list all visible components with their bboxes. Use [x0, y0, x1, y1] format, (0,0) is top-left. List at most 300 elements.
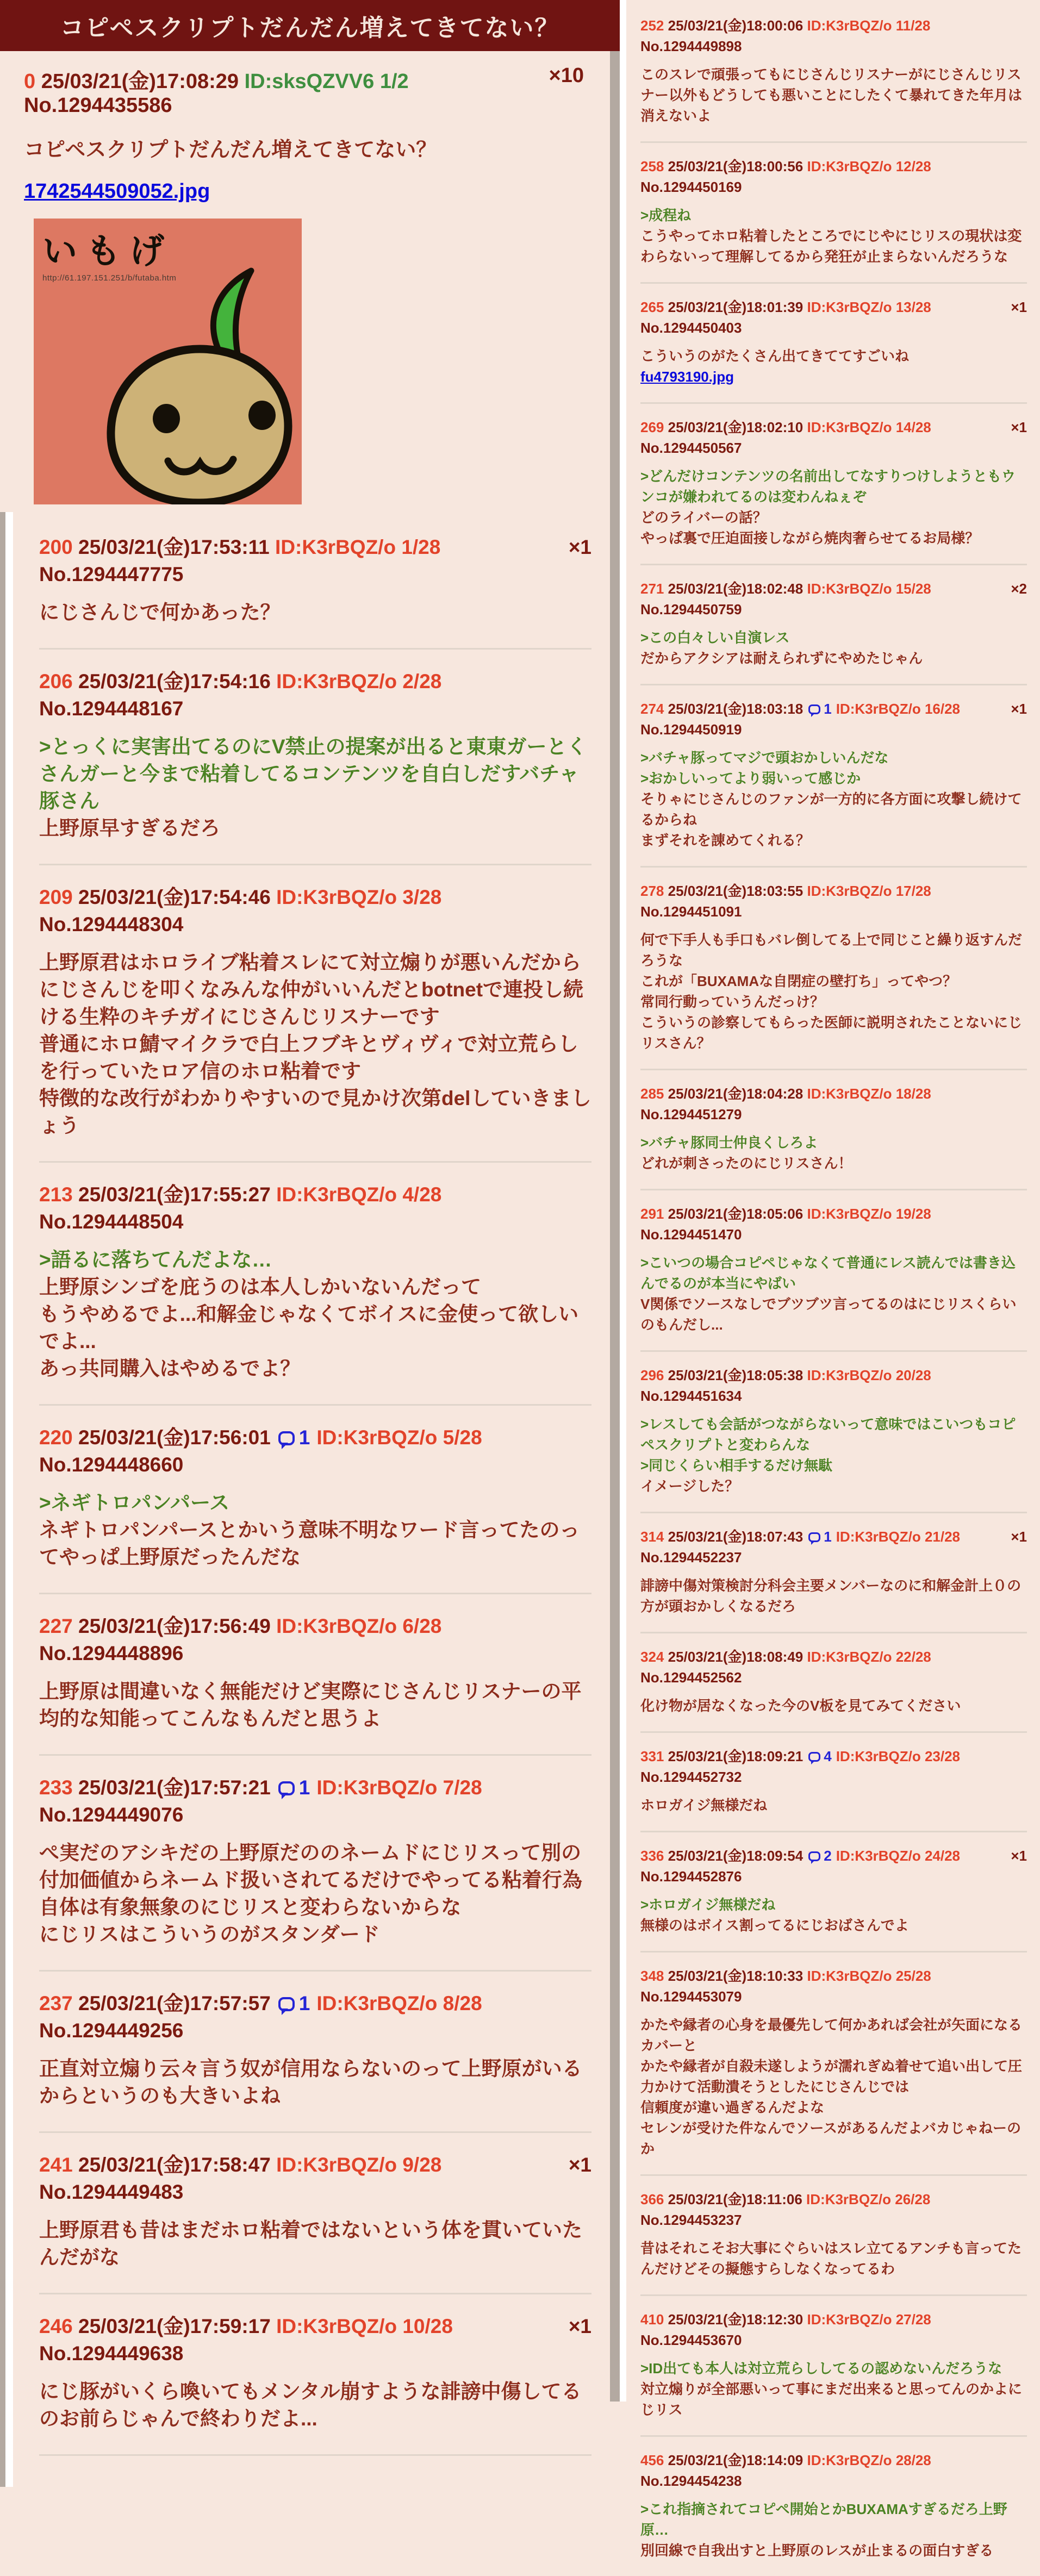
- speech-bubble-icon[interactable]: [278, 1781, 295, 1795]
- post-no[interactable]: No.1294448660: [39, 1454, 184, 1476]
- post-body: [39, 2378, 591, 2432]
- post-body-line: 別回線で自我出すと上野原のレスが止まるの面白すぎる: [640, 2542, 994, 2559]
- post-body-line: イメージした？: [640, 1478, 739, 1494]
- post-body-line: あっ共同購入はやめるでよ？: [39, 1357, 301, 1380]
- post-header: [640, 1746, 1027, 1787]
- post-body-line: どのライバーの話？: [640, 509, 767, 526]
- thread-replies-left: [0, 512, 610, 2487]
- speech-bubble-icon[interactable]: [278, 1431, 295, 1445]
- end-divider: [39, 2454, 591, 2487]
- post-no[interactable]: No.1294450567: [640, 440, 742, 456]
- quote-line: >レスしても会話がつながらないって意味ではこいつもコピペスクリプトと変わらんな: [640, 1416, 1016, 1453]
- post-id[interactable]: ID:K3rBQZ/o: [836, 1748, 921, 1764]
- post-header: [640, 1203, 1027, 1245]
- post-id[interactable]: ID:K3rBQZ/o: [316, 1426, 438, 1449]
- post-page-count: 10/28: [402, 2315, 453, 2337]
- post-number[interactable]: 200: [39, 536, 73, 558]
- post-no[interactable]: No.1294452732: [640, 1769, 742, 1785]
- post: [640, 2, 1027, 141]
- post-id[interactable]: ID:K3rBQZ/o: [807, 2311, 892, 2328]
- post-id[interactable]: ID:K3rBQZ/o: [836, 1529, 921, 1545]
- post-number[interactable]: 336: [640, 1848, 664, 1864]
- post-header: [640, 2450, 1027, 2491]
- post-date: 25/03/21(金)18:00:06: [668, 17, 804, 34]
- post-header: [640, 1646, 1027, 1688]
- post-number[interactable]: 227: [39, 1615, 73, 1637]
- post-header: [39, 2313, 591, 2367]
- post-no[interactable]: No.1294452876: [640, 1868, 742, 1885]
- post-date: 25/03/21(金)18:10:33: [668, 1968, 804, 1984]
- post-no[interactable]: No.1294450403: [640, 320, 742, 336]
- post-page-count: 12/28: [895, 158, 931, 174]
- post: [640, 1831, 1027, 1951]
- post-number[interactable]: 237: [39, 1992, 73, 2014]
- post-body-line: 上野原君はホロライブ粘着スレにて対立煽りが悪いんだから: [39, 951, 581, 974]
- post-body-line: 普通にホロ鯖マイクラで白上フブキとヴィヴィで対立荒らしを行っていたロア信のホロ粘着です: [39, 1033, 578, 1082]
- post-body: [640, 64, 1027, 126]
- post-body-line: 上野原シンゴを庇うのは本人しかいないんだって: [39, 1276, 482, 1298]
- post-id[interactable]: ID:K3rBQZ/o: [316, 1992, 438, 2014]
- op-post: [0, 51, 610, 512]
- post-body: [640, 466, 1027, 548]
- post-body-line: セレンが受けた件なんでソースがあるんだよバカじゃねーのか: [640, 2120, 1022, 2157]
- post-number[interactable]: 285: [640, 1086, 664, 1102]
- post-header: [640, 2309, 1027, 2350]
- post-id[interactable]: ID:K3rBQZ/o: [276, 1615, 397, 1637]
- post-page-count: 22/28: [895, 1649, 931, 1665]
- post-header: [39, 2151, 591, 2206]
- dup-count-badge: ×1: [568, 2154, 591, 2176]
- post-no[interactable]: No.1294453670: [640, 2332, 742, 2348]
- post-no[interactable]: No.1294453237: [640, 2212, 742, 2228]
- post-header: [39, 1774, 591, 1829]
- post-id[interactable]: ID:K3rBQZ/o: [807, 419, 892, 435]
- post-number[interactable]: 314: [640, 1529, 664, 1545]
- speech-bubble-icon[interactable]: [278, 1997, 295, 2011]
- post-no[interactable]: No.1294450169: [640, 179, 742, 195]
- post: [39, 864, 591, 1161]
- post-date: 25/03/21(金)17:55:27: [78, 1183, 271, 1206]
- post-body: [640, 1575, 1027, 1617]
- post-number[interactable]: 233: [39, 1776, 73, 1799]
- post-body: [640, 2014, 1027, 2159]
- post-no[interactable]: No.1294448896: [39, 1642, 184, 1664]
- post-number[interactable]: 366: [640, 2191, 664, 2207]
- post-page-count: 19/28: [895, 1206, 931, 1222]
- post-id[interactable]: ID:K3rBQZ/o: [836, 701, 921, 717]
- op-header: [24, 64, 588, 117]
- post-date: 25/03/21(金)18:12:30: [668, 2311, 804, 2328]
- quote-line: >ネギトロパンパース: [39, 1492, 230, 1514]
- post-number[interactable]: 456: [640, 2452, 664, 2468]
- post-body-line: ぺ実だのアシキだの上野原だののネームドにじリスって別の付加価値からネームド扱いされてるだけでやってる粘着行為自体は有象無象のにじリスと変わらないからな: [39, 1842, 582, 1918]
- post-body-line: こういうのがたくさん出てきててすごいね: [640, 348, 910, 364]
- post-header: [640, 1083, 1027, 1125]
- post: [640, 1350, 1027, 1512]
- post-page-count: 5/28: [443, 1426, 482, 1449]
- post-page-count: 7/28: [443, 1776, 482, 1799]
- post: [39, 1593, 591, 1754]
- post: [640, 1632, 1027, 1731]
- post-body-line: にじさんじで何かあった？: [39, 601, 281, 623]
- post-date: 25/03/21(金)18:11:06: [668, 2191, 802, 2207]
- post: [640, 141, 1027, 282]
- quote-line: >同じくらい相手するだけ無駄: [640, 1457, 833, 1474]
- post-body: [640, 930, 1027, 1053]
- post-date: 25/03/21(金)18:08:49: [668, 1649, 804, 1665]
- reply-count[interactable]: 1: [824, 1529, 832, 1545]
- post: [39, 515, 591, 648]
- post-header: [640, 15, 1027, 57]
- post-body-line: [640, 366, 1027, 387]
- post-page-count: 9/28: [402, 2154, 442, 2176]
- post-date: 25/03/21(金)18:07:43: [668, 1529, 804, 1545]
- post-id[interactable]: ID:K3rBQZ/o: [276, 886, 397, 908]
- speech-bubble-icon[interactable]: [808, 1851, 820, 1861]
- post-body-line: 上野原は間違いなく無能だけど実際にじさんじリスナーの平均的な知能ってこんなもんだと思うよ: [39, 1680, 582, 1730]
- post-id[interactable]: ID:K3rBQZ/o: [807, 581, 892, 597]
- post-id[interactable]: ID:K3rBQZ/o: [807, 1206, 892, 1222]
- post-page-count: 4/28: [402, 1183, 442, 1206]
- reply-count[interactable]: 1: [824, 701, 832, 717]
- potato-right-eye: [248, 401, 276, 430]
- post-number[interactable]: 213: [39, 1183, 73, 1206]
- post-body-line: だからアクシアは耐えられずにやめたじゃん: [640, 650, 923, 666]
- post-no[interactable]: No.1294452237: [640, 1549, 742, 1565]
- post-number[interactable]: 206: [39, 670, 73, 693]
- post-body-line: 上野原君も昔はまだホロ粘着ではないという体を貫いていたんだがな: [39, 2219, 582, 2268]
- post-id[interactable]: ID:K3rBQZ/o: [836, 1848, 921, 1864]
- post-no[interactable]: No.1294449076: [39, 1804, 184, 1826]
- post: [640, 1512, 1027, 1632]
- op-body-text: コピペスクリプトだんだん増えてきてない？: [24, 139, 437, 161]
- post-no[interactable]: No.1294451470: [640, 1226, 742, 1243]
- post-body-line: 常同行動っていうんだっけ？: [640, 994, 825, 1010]
- post-no[interactable]: No.1294449256: [39, 2019, 184, 2042]
- post: [640, 1731, 1027, 1831]
- post-page-count: 1/2: [379, 70, 409, 93]
- column-divider: [610, 0, 620, 2402]
- post-number[interactable]: 220: [39, 1426, 73, 1449]
- post-body-line: こういうの診察してもらった医師に説明されたことないにじリスさん？: [640, 1014, 1023, 1051]
- post-body: [39, 1489, 591, 1571]
- post-date: 25/03/21(金)17:56:01: [78, 1426, 271, 1449]
- post-no[interactable]: No.1294453079: [640, 1988, 742, 2005]
- quote-line: >おかしいってより弱いって感じか: [640, 770, 861, 787]
- post-id[interactable]: ID:K3rBQZ/o: [276, 2315, 397, 2337]
- post-id[interactable]: ID:K3rBQZ/o: [276, 670, 397, 693]
- post-body: [640, 1695, 1027, 1716]
- post-body-line: 特徴的な改行がわかりやすいので見かけ次第delしていきましょう: [39, 1087, 591, 1137]
- post-body-line: どれが刺さったのにじリスさん！: [640, 1155, 852, 1171]
- post-id[interactable]: ID:K3rBQZ/o: [807, 1649, 892, 1665]
- post: [39, 1161, 591, 1404]
- post-header: [640, 578, 1027, 620]
- post-body-line: 無様のはボイス割ってるにじおばさんでよ: [640, 1917, 909, 1933]
- post-number[interactable]: 278: [640, 883, 664, 899]
- post-body: [640, 346, 1027, 387]
- post-header: [640, 156, 1027, 197]
- post-body: [39, 1839, 591, 1948]
- post-no[interactable]: No.1294447775: [39, 563, 184, 585]
- post-body-line: V関係でソースなしでブツブツ言ってるのはにじリスくらいのもんだし...: [640, 1296, 1017, 1333]
- post-page-count: 27/28: [895, 2311, 931, 2328]
- post-id[interactable]: ID:K3rBQZ/o: [807, 1367, 892, 1383]
- post-number[interactable]: 241: [39, 2154, 73, 2176]
- post-body-line: まずそれを諌めてくれる？: [640, 832, 811, 849]
- post-number[interactable]: 348: [640, 1968, 664, 1984]
- post-body-line: こうやってホロ粘着したところでにじやにじリスの現状は変わらないって理解してるから発狂が止まらないんだろうな: [640, 228, 1022, 265]
- file-link[interactable]: fu4793190.jpg: [640, 369, 734, 385]
- post-no[interactable]: No.1294454238: [640, 2473, 742, 2489]
- post: [39, 1970, 591, 2131]
- post-body: [640, 747, 1027, 851]
- dup-count-badge: ×10: [549, 64, 584, 87]
- speech-bubble-icon[interactable]: [808, 704, 820, 714]
- post-page-count: 26/28: [895, 2191, 931, 2207]
- post-date: 25/03/21(金)18:03:55: [668, 883, 804, 899]
- post: [640, 2294, 1027, 2435]
- post-no[interactable]: No.1294435586: [24, 94, 172, 117]
- post-id[interactable]: ID:K3rBQZ/o: [807, 2452, 892, 2468]
- post-body: [640, 1894, 1027, 1936]
- post: [39, 1404, 591, 1593]
- post-date: 25/03/21(金)18:09:21: [668, 1748, 804, 1764]
- post-body: [39, 599, 591, 626]
- post-date: 25/03/21(金)17:54:46: [78, 886, 271, 908]
- post-date: 25/03/21(金)18:09:54: [668, 1848, 804, 1864]
- post-body: [39, 733, 591, 842]
- post-page-count: 25/28: [895, 1968, 931, 1984]
- post-id[interactable]: ID:K3rBQZ/o: [807, 1968, 892, 1984]
- post-body-line: 対立煽りが全部悪いって事にまだ出来ると思ってんのかよにじリス: [640, 2381, 1023, 2418]
- post-number[interactable]: 265: [640, 299, 664, 315]
- post-id[interactable]: ID:K3rBQZ/o: [807, 299, 892, 315]
- post-page-count: 8/28: [443, 1992, 482, 2014]
- reply-count[interactable]: 2: [824, 1848, 832, 1864]
- post-no[interactable]: No.1294450759: [640, 601, 742, 618]
- speech-bubble-icon[interactable]: [808, 1532, 820, 1542]
- post-page-count: 6/28: [402, 1615, 442, 1637]
- post-number[interactable]: 209: [39, 886, 73, 908]
- dup-count-badge: ×1: [1011, 299, 1027, 315]
- post-number[interactable]: 296: [640, 1367, 664, 1383]
- post-body: [39, 1246, 591, 1382]
- quote-line: >どんだけコンテンツの名前出してなすりつけしようともウンコが嫌われてるのは変わんねぇぞ: [640, 468, 1016, 505]
- imgboard-logo-text: いもげ: [42, 232, 173, 271]
- post-no[interactable]: No.1294449898: [640, 38, 742, 54]
- post-number[interactable]: 269: [640, 419, 664, 435]
- post-body: [640, 2499, 1027, 2561]
- post-body-line: これが「BUXAMAな自閉症の壁打ち」ってやつ？: [640, 973, 957, 989]
- post-header: [640, 1966, 1027, 2007]
- post-id[interactable]: ID:K3rBQZ/o: [275, 536, 396, 558]
- post-no[interactable]: No.1294448167: [39, 697, 184, 720]
- dup-count-badge: ×1: [1011, 419, 1027, 435]
- post: [39, 648, 591, 864]
- post-body-line: 昔はそれこそお大事にぐらいはスレ立てるアンチも言ってたんだけどその擬態すらしなくなってるわ: [640, 2240, 1022, 2277]
- post-header: [39, 1613, 591, 1667]
- post-body: [640, 205, 1027, 267]
- post-id[interactable]: ID:K3rBQZ/o: [807, 17, 892, 34]
- post-page-count: 15/28: [895, 581, 931, 597]
- post-page-count: 23/28: [924, 1748, 961, 1764]
- post-date: 25/03/21(金)17:54:16: [78, 670, 271, 693]
- quote-line: >ホロガイジ無様だね: [640, 1897, 776, 1913]
- post-number[interactable]: 331: [640, 1748, 664, 1764]
- post-number[interactable]: 324: [640, 1649, 664, 1665]
- op-thumbnail-image[interactable]: [34, 219, 302, 504]
- post-id[interactable]: ID:sksQZVV6: [244, 70, 375, 93]
- post-header: [640, 297, 1027, 338]
- post-date: 25/03/21(金)18:01:39: [668, 299, 804, 315]
- post-no[interactable]: No.1294449638: [39, 2342, 184, 2365]
- post-header: [39, 1181, 591, 1236]
- post-header: [39, 1990, 591, 2044]
- post-body-line: 何で下手人も手口もバレ倒してる上で同じこと繰り返すんだろうな: [640, 932, 1023, 969]
- post-body: [640, 1252, 1027, 1335]
- post: [640, 2435, 1027, 2576]
- post-id[interactable]: ID:K3rBQZ/o: [316, 1776, 438, 1799]
- quote-line: >バチャ豚同士仲良くしろよ: [640, 1134, 818, 1151]
- post-page-count: 20/28: [895, 1367, 931, 1383]
- post-body-line: ネギトロパンパースとかいう意味不明なワード言ってたのってやっぱ上野原だったんだな: [39, 1519, 580, 1568]
- reply-count[interactable]: 1: [298, 1992, 310, 2014]
- post-no[interactable]: No.1294448304: [39, 913, 184, 935]
- post-body-line: 上野原早すぎるだろ: [39, 817, 220, 839]
- post-body-line: 正直対立煽り云々言う奴が信用ならないのって上野原がいるからというのも大きいよね: [39, 2057, 582, 2107]
- post-no[interactable]: No.1294452562: [640, 1669, 742, 1686]
- post-body-line: かたや縁者の心身を最優先して何かあれば会社が矢面になるカバーと: [640, 2017, 1023, 2054]
- post-body: [640, 1414, 1027, 1496]
- speech-bubble-icon[interactable]: [808, 1752, 820, 1762]
- post-no[interactable]: No.1294448504: [39, 1211, 184, 1233]
- post-number[interactable]: 291: [640, 1206, 664, 1222]
- post-header: [640, 2189, 1027, 2230]
- post-date: 25/03/21(金)17:57:21: [78, 1776, 271, 1799]
- post-header: [640, 1526, 1027, 1568]
- post-body-line: にじさんじを叩くなみんな仲がいいんだとbotnetで連投し続ける生粋のキチガイにじさんじリスナーです: [39, 978, 584, 1028]
- thread-title: コピペスクリプトだんだん増えてきてない？: [60, 15, 560, 41]
- post-body: [39, 2055, 591, 2110]
- post-id[interactable]: ID:K3rBQZ/o: [807, 158, 892, 174]
- quote-line: >とっくに実害出てるのにV禁止の提案が出ると東東ガーとくさんガーと今まで粘着してるコンテンツを自白しだすバチャ豚さん: [39, 735, 587, 812]
- post-header: [640, 417, 1027, 458]
- post-header: [39, 668, 591, 722]
- post-body-line: もうやめるでよ...和解金じゃなくてボイスに金使って欲しいでよ...: [39, 1303, 579, 1352]
- post-body: [640, 2358, 1027, 2420]
- post: [640, 866, 1027, 1069]
- post-body-line: 化け物が居なくなった今のV板を見てみてください: [640, 1698, 961, 1714]
- post-date: 25/03/21(金)17:56:49: [78, 1615, 271, 1637]
- dup-count-badge: ×1: [568, 2315, 591, 2337]
- post-date: 25/03/21(金)17:59:17: [78, 2315, 271, 2337]
- post: [640, 684, 1027, 866]
- dup-count-badge: ×1: [568, 536, 591, 558]
- post-id[interactable]: ID:K3rBQZ/o: [807, 1086, 892, 1102]
- post-date: 25/03/21(金)18:02:48: [668, 581, 804, 597]
- quote-line: >ID出ても本人は対立荒らししてるの認めないんだろうな: [640, 2360, 1002, 2377]
- reply-count[interactable]: 4: [824, 1748, 832, 1764]
- post-body-line: にじリスはこういうのがスタンダード: [39, 1923, 380, 1945]
- post-number[interactable]: 0: [24, 70, 36, 93]
- post-date: 25/03/21(金)18:05:06: [668, 1206, 804, 1222]
- post-body: [640, 1795, 1027, 1816]
- post: [640, 2174, 1027, 2294]
- post-body-line: そりゃにじさんじのファンが一方的に各方面に攻撃し続けてるからね: [640, 791, 1022, 828]
- post-header: [39, 1424, 591, 1479]
- thread-title-bar: [0, 0, 620, 51]
- post-date: 25/03/21(金)18:04:28: [668, 1086, 804, 1102]
- post-date: 25/03/21(金)18:14:09: [668, 2452, 804, 2468]
- reply-count[interactable]: 1: [298, 1426, 310, 1449]
- post-body-line: かたや縁者が自殺未遂しようが濡れぎぬ着せて追い出して圧力かけて活動潰そうとしたにじさんじでは: [640, 2058, 1023, 2095]
- post-id[interactable]: ID:K3rBQZ/o: [276, 2154, 397, 2176]
- post-body: [39, 949, 591, 1139]
- post-id[interactable]: ID:K3rBQZ/o: [806, 2191, 892, 2207]
- post: [640, 282, 1027, 402]
- post-id[interactable]: ID:K3rBQZ/o: [276, 1183, 397, 1206]
- reply-count[interactable]: 1: [298, 1776, 310, 1799]
- post-header: [39, 884, 591, 938]
- potato-left-eye: [153, 404, 180, 433]
- post-number[interactable]: 246: [39, 2315, 73, 2337]
- post-body: [640, 627, 1027, 669]
- post-number[interactable]: 274: [640, 701, 664, 717]
- dup-count-badge: ×2: [1011, 581, 1027, 597]
- post-page-count: 13/28: [895, 299, 931, 315]
- post-page-count: 3/28: [402, 886, 442, 908]
- post-no[interactable]: No.1294451279: [640, 1106, 742, 1122]
- op-file-link[interactable]: 1742544509052.jpg: [24, 180, 210, 203]
- post-date: 25/03/21(金)17:58:47: [78, 2154, 271, 2176]
- post-no[interactable]: No.1294451634: [640, 1388, 742, 1404]
- post-body-line: 誹謗中傷対策検討分科会主要メンバーなのに和解金計上０の方が頭おかしくなるだろ: [640, 1577, 1022, 1614]
- post: [39, 1754, 591, 1970]
- post: [640, 402, 1027, 564]
- post-date: 25/03/21(金)17:57:57: [78, 1992, 271, 2014]
- post-date: 25/03/21(金)17:53:11: [78, 536, 270, 558]
- post-header: [640, 1845, 1027, 1887]
- post: [640, 1951, 1027, 2174]
- quote-line: >成程ね: [640, 207, 692, 223]
- post-body-line: やっぱ裏で圧迫面接しながら焼肉奢らせてるお局様？: [640, 530, 980, 546]
- post-body-line: 信頼度が違い過ぎるんだよな: [640, 2099, 825, 2116]
- post-no[interactable]: No.1294451091: [640, 903, 742, 920]
- post-number[interactable]: 258: [640, 158, 664, 174]
- post-body: [640, 2238, 1027, 2279]
- post: [640, 564, 1027, 684]
- post-id[interactable]: ID:K3rBQZ/o: [807, 883, 892, 899]
- post-header: [39, 534, 591, 588]
- post-page-count: 2/28: [402, 670, 442, 693]
- post-date: 25/03/21(金)18:02:10: [668, 419, 804, 435]
- post-number[interactable]: 410: [640, 2311, 664, 2328]
- post: [640, 1189, 1027, 1350]
- post-header: [640, 698, 1027, 740]
- post-page-count: 28/28: [895, 2452, 931, 2468]
- dup-count-badge: ×1: [1011, 1848, 1027, 1864]
- post-number[interactable]: 271: [640, 581, 664, 597]
- post-number[interactable]: 252: [640, 17, 664, 34]
- post-header: [640, 881, 1027, 922]
- thread-replies-right: [620, 0, 1040, 2559]
- quote-line: >こいつの場合コピペじゃなくて普通にレス読んでは書き込んでるのが本当にやばい: [640, 1255, 1016, 1292]
- post-body: [640, 1132, 1027, 1174]
- post-no[interactable]: No.1294450919: [640, 721, 742, 738]
- post-body-line: このスレで頑張ってもにじさんじリスナーがにじさんじリスナー以外もどうしても悪いことにしたくて暴れてきた年月は消えないよ: [640, 66, 1023, 124]
- post-no[interactable]: No.1294449483: [39, 2181, 184, 2203]
